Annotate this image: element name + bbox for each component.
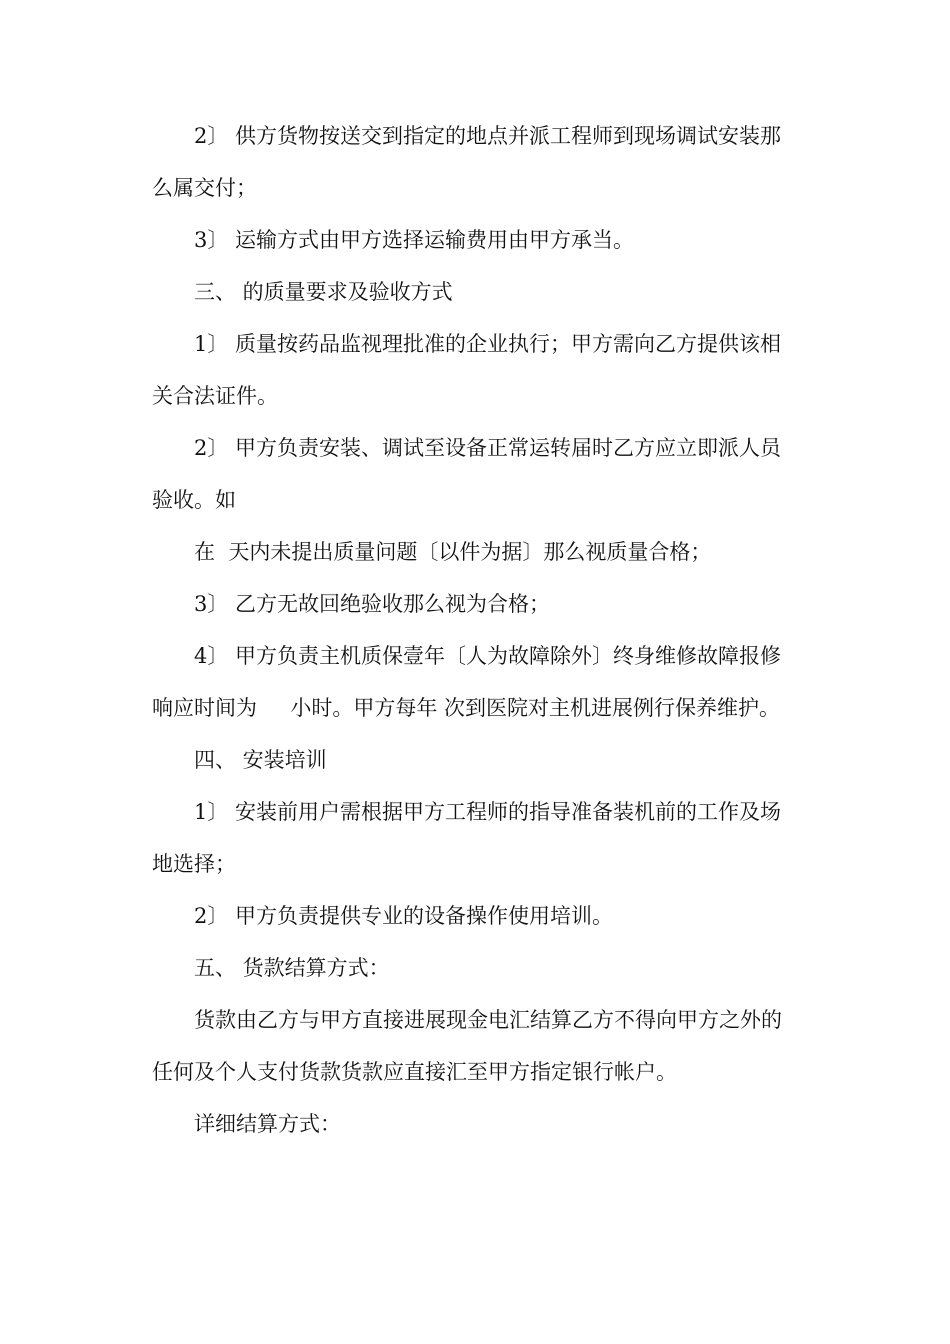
paragraph-payment-terms: 货款由乙方与甲方直接进展现金电汇结算乙方不得向甲方之外的任何及个人支付货款货款应直接汇至甲方指定银行帐户。 (152, 1008, 782, 1084)
paragraph-delivery-clause-3: 3〕 运输方式由甲方选择运输费用由甲方承当。 (194, 228, 635, 252)
paragraph-quality-clause-4: 4〕 甲方负责主机质保壹年〔人为故障除外〕终身维修故障报修响应时间为 小时。甲方每年 次到医院对主机进展例行保养维护。 (152, 644, 782, 720)
paragraph-quality-clause-3: 3〕 乙方无故回绝验收那么视为合格； (194, 592, 551, 616)
section-heading-payment: 五、 货款结算方式： (194, 956, 390, 980)
paragraph-quality-clause-1: 1〕 质量按药品监视理批准的企业执行；甲方需向乙方提供该相关合法证件。 (152, 332, 782, 408)
section-heading-installation: 四、 安装培训 (194, 748, 327, 772)
paragraph-delivery-clause-2: 2〕 供方货物按送交到指定的地点并派工程师到现场调试安装那么属交付； (152, 124, 782, 200)
paragraph-quality-clause-2-cont: 在 天内未提出质量问题〔以件为据〕那么视质量合格； (194, 540, 712, 564)
paragraph-quality-clause-2: 2〕 甲方负责安装、调试至设备正常运转届时乙方应立即派人员验收。如 (152, 436, 782, 512)
paragraph-installation-clause-2: 2〕 甲方负责提供专业的设备操作使用培训。 (194, 904, 614, 928)
paragraph-installation-clause-1: 1〕 安装前用户需根据甲方工程师的指导准备装机前的工作及场地选择； (152, 800, 782, 876)
section-heading-quality: 三、 的质量要求及验收方式 (194, 280, 453, 304)
document-body (152, 110, 802, 1150)
paragraph-payment-details: 详细结算方式： (194, 1112, 341, 1136)
